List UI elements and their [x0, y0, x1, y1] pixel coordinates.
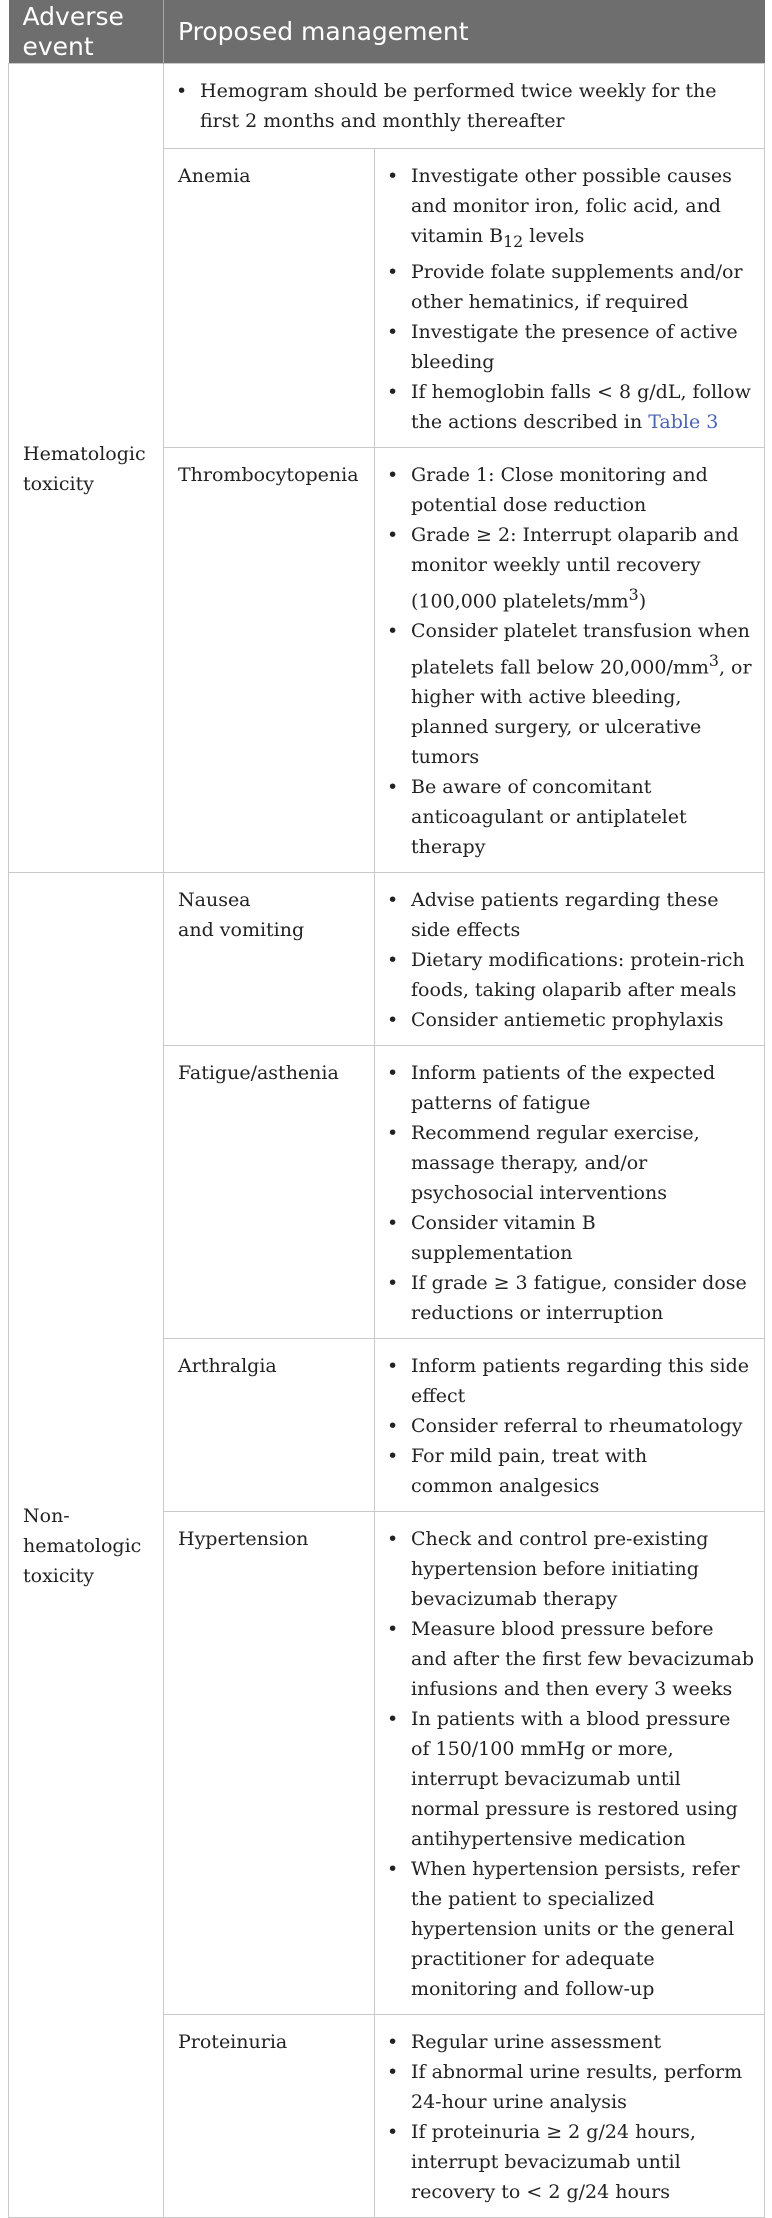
bullet-item: • If proteinuria ≥ 2 g/24 hours, interrupt bevacizumab until recovery to < 2 g/24 hours: [387, 2117, 754, 2207]
general-note-cell: [164, 64, 765, 149]
event-nausea-and-vomiting: Nausea and vomiting: [164, 873, 375, 1046]
table-row: [9, 873, 765, 1046]
event-proteinuria: Proteinuria: [164, 2015, 375, 2218]
bullet-item: • When hypertension persists, refer the patient to specialized hypertension units or the general practitioner for adequate monitoring and follow-up: [387, 1854, 754, 2004]
bullet-item: • Grade 1: Close monitoring and potential dose reduction: [387, 460, 754, 520]
group-nonhematologic-toxicity: Non- hematologic toxicity: [9, 873, 164, 2218]
header-adverse-event: Adverse event: [9, 0, 164, 64]
management-fatigue: [375, 1046, 765, 1339]
management-anemia: [375, 149, 765, 448]
bullet-item: • Consider antiemetic prophylaxis: [387, 1005, 754, 1035]
management-thrombocytopenia: [375, 447, 765, 873]
bullet-item: • Advise patients regarding these side effects: [387, 885, 754, 945]
event-anemia: Anemia: [164, 149, 375, 448]
bullet-item: • Provide folate supplements and/or other hematinics, if required: [387, 257, 754, 317]
bullet-item: • Inform patients of the expected patterns of fatigue: [387, 1058, 754, 1118]
table-3-link[interactable]: Table 3: [648, 410, 719, 433]
management-nausea: [375, 873, 765, 1046]
bullet-item: • Measure blood pressure before and after the first few bevacizumab infusions and then every 3 weeks: [387, 1614, 754, 1704]
bullet-item: • Investigate the presence of active bleeding: [387, 317, 754, 377]
adverse-events-table: [8, 0, 765, 2218]
bullet-item: • If hemoglobin falls < 8 g/dL, follow the actions described in Table 3: [387, 377, 754, 437]
table-row: [9, 64, 765, 149]
bullet-item: • Grade ≥ 2: Interrupt olaparib and monitor weekly until recovery (100,000 platelets/$mm^3$): [387, 520, 754, 616]
event-arthralgia: Arthralgia: [164, 1339, 375, 1512]
management-proteinuria: [375, 2015, 765, 2218]
management-hypertension: [375, 1512, 765, 2015]
bullet-item: • Regular urine assessment: [387, 2027, 754, 2057]
bullet-item: • Recommend regular exercise, massage therapy, and/or psychosocial interventions: [387, 1118, 754, 1208]
bullet-item: • Consider platelet transfusion when platelets fall below $20,000/mm^3$, or higher with active bleeding, planned surgery, or ulcerative tumors: [387, 616, 754, 772]
bullet-item: • Hemogram should be performed twice weekly for the first 2 months and monthly thereafter: [176, 76, 754, 136]
event-hypertension: Hypertension: [164, 1512, 375, 2015]
header-proposed-management: Proposed management: [164, 0, 765, 64]
bullet-item: • Investigate other possible causes and monitor iron, folic acid, and vitamin $B_{12}$ levels: [387, 161, 754, 257]
bullet-item: • Inform patients regarding this side effect: [387, 1351, 754, 1411]
bullet-item: • Dietary modifications: protein-rich foods, taking olaparib after meals: [387, 945, 754, 1005]
group-hematologic-toxicity: Hematologic toxicity: [9, 64, 164, 873]
bullet-item: • Consider vitamin B supplementation: [387, 1208, 754, 1268]
header-row: [9, 0, 765, 64]
bullet-item: • Consider referral to rheumatology: [387, 1411, 754, 1441]
bullet-item: • In patients with a blood pressure of 150/100 mmHg or more, interrupt bevacizumab until normal pressure is restored using antihypertensive medication: [387, 1704, 754, 1854]
event-fatigue-asthenia: Fatigue/asthenia: [164, 1046, 375, 1339]
event-thrombocytopenia: Thrombocytopenia: [164, 447, 375, 873]
management-arthralgia: [375, 1339, 765, 1512]
bullet-item: • For mild pain, treat with common analgesics: [387, 1441, 754, 1501]
bullet-item: • If abnormal urine results, perform 24-hour urine analysis: [387, 2057, 754, 2117]
bullet-item: • If grade ≥ 3 fatigue, consider dose reductions or interruption: [387, 1268, 754, 1328]
bullet-item: • Be aware of concomitant anticoagulant or antiplatelet therapy: [387, 772, 754, 862]
bullet-item: • Check and control pre-existing hypertension before initiating bevacizumab therapy: [387, 1524, 754, 1614]
